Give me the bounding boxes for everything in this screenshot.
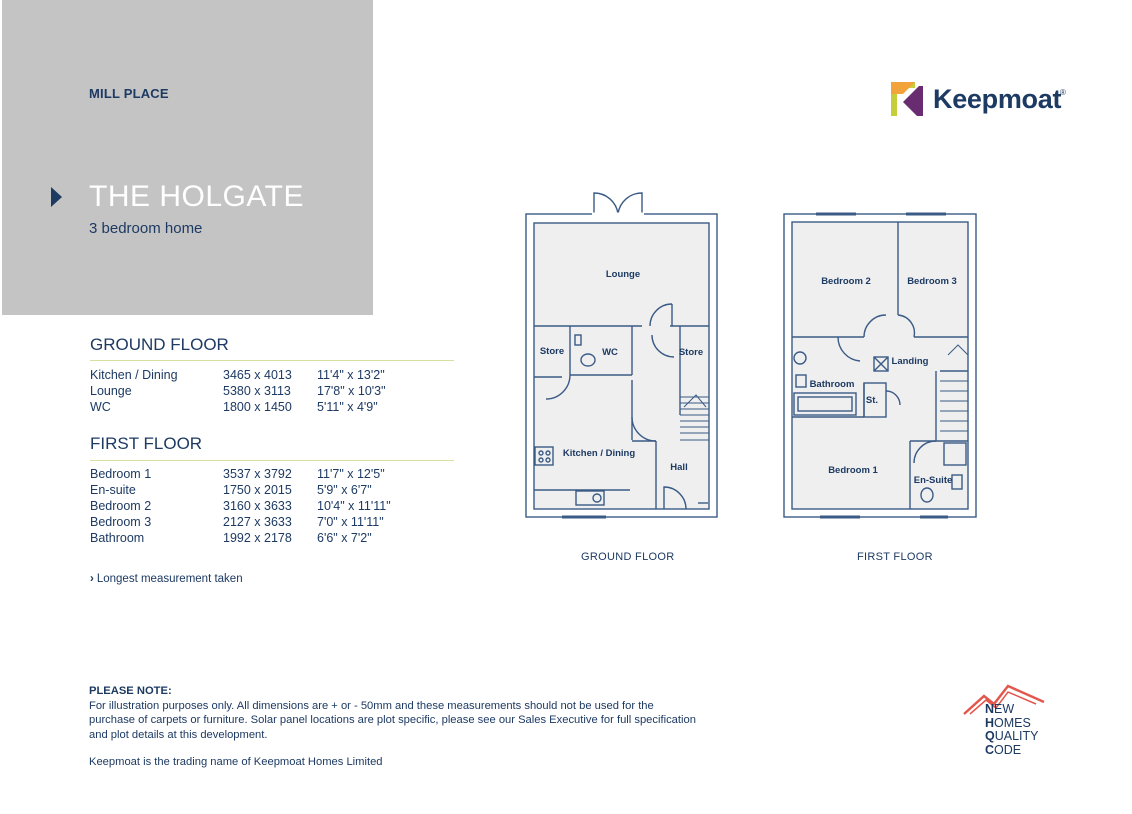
brand-name: Keepmoat: [933, 84, 1062, 114]
room-label-hall: Hall: [670, 462, 688, 473]
room-name: Lounge: [90, 384, 132, 398]
room-label-ensuite: En-Suite: [913, 475, 953, 486]
room-metric: 5380 x 3113: [223, 384, 291, 398]
ground-floor-title: GROUND FLOOR: [90, 335, 229, 354]
first-floor-plan: [780, 205, 980, 525]
please-note-text: For illustration purposes only. All dimensions are + or - 50mm and these measurements should not be used for the purchase of carpets or furniture. Solar panel locations are plot specific, please see our Sales Executive for full specification and plot details at this development.: [89, 699, 696, 741]
room-label-lounge: Lounge: [605, 269, 641, 280]
house-type: 3 bedroom home: [89, 220, 203, 237]
triangle-right-icon: [51, 187, 62, 207]
first-floor-title: FIRST FLOOR: [90, 434, 203, 453]
room-label-store: St.: [865, 395, 879, 406]
room-imperial: 6'6" x 7'2": [317, 531, 372, 545]
room-name: En-suite: [90, 483, 136, 497]
room-imperial: 17'8" x 10'3": [317, 384, 386, 398]
chevron-right-icon: ›: [90, 573, 94, 585]
room-imperial: 7'0" x 11'11": [317, 515, 384, 529]
room-name: Bedroom 2: [90, 499, 152, 513]
room-metric: 1750 x 2015: [223, 483, 292, 497]
ground-floor-plan: [520, 185, 725, 525]
room-name: WC: [90, 400, 111, 414]
longest-measurement-note: [90, 573, 243, 585]
room-label-store-right: Store: [678, 347, 704, 358]
room-label-landing: Landing: [891, 356, 929, 367]
room-label-kitchen: Kitchen / Dining: [562, 448, 636, 459]
please-note: [89, 684, 699, 742]
room-label-bedroom-3: Bedroom 3: [907, 276, 957, 287]
room-name: Bathroom: [90, 531, 145, 545]
ground-floor-plan-label: GROUND FLOOR: [581, 551, 675, 563]
house-name: THE HOLGATE: [89, 180, 304, 213]
room-imperial: 11'4" x 13'2": [317, 368, 385, 382]
room-label-bathroom: Bathroom: [809, 379, 855, 390]
room-label-store-left: Store: [539, 346, 565, 357]
room-label-bedroom-2: Bedroom 2: [821, 276, 871, 287]
trading-name: Keepmoat is the trading name of Keepmoat Homes Limited: [89, 756, 383, 768]
room-metric: 2127 x 3633: [223, 515, 292, 529]
room-label-bedroom-1: Bedroom 1: [828, 465, 878, 476]
room-imperial: 5'11" x 4'9": [317, 400, 378, 414]
room-metric: 3537 x 3792: [223, 467, 292, 481]
first-floor-plan-label: FIRST FLOOR: [857, 551, 933, 563]
room-name: Kitchen / Dining: [90, 368, 178, 382]
room-label-wc: WC: [602, 347, 618, 358]
room-imperial: 10'4" x 11'11": [317, 499, 391, 513]
divider: [90, 360, 454, 361]
room-metric: 1800 x 1450: [223, 400, 292, 414]
hero-panel: [2, 0, 373, 315]
room-imperial: 11'7" x 12'5": [317, 467, 385, 481]
divider: [90, 460, 454, 461]
longest-note-text: Longest measurement taken: [96, 573, 243, 585]
room-imperial: 5'9" x 6'7": [317, 483, 372, 497]
room-metric: 3160 x 3633: [223, 499, 292, 513]
room-metric: 1992 x 2178: [223, 531, 292, 545]
trademark: ®: [1060, 88, 1066, 97]
room-name: Bedroom 1: [90, 467, 152, 481]
please-note-title: PLEASE NOTE:: [89, 685, 172, 697]
development-name: MILL PLACE: [89, 86, 169, 101]
room-metric: 3465 x 4013: [223, 368, 292, 382]
nhqc-wordmark: NEW HOMES QUALITY CODE: [985, 702, 1039, 757]
room-name: Bedroom 3: [90, 515, 152, 529]
